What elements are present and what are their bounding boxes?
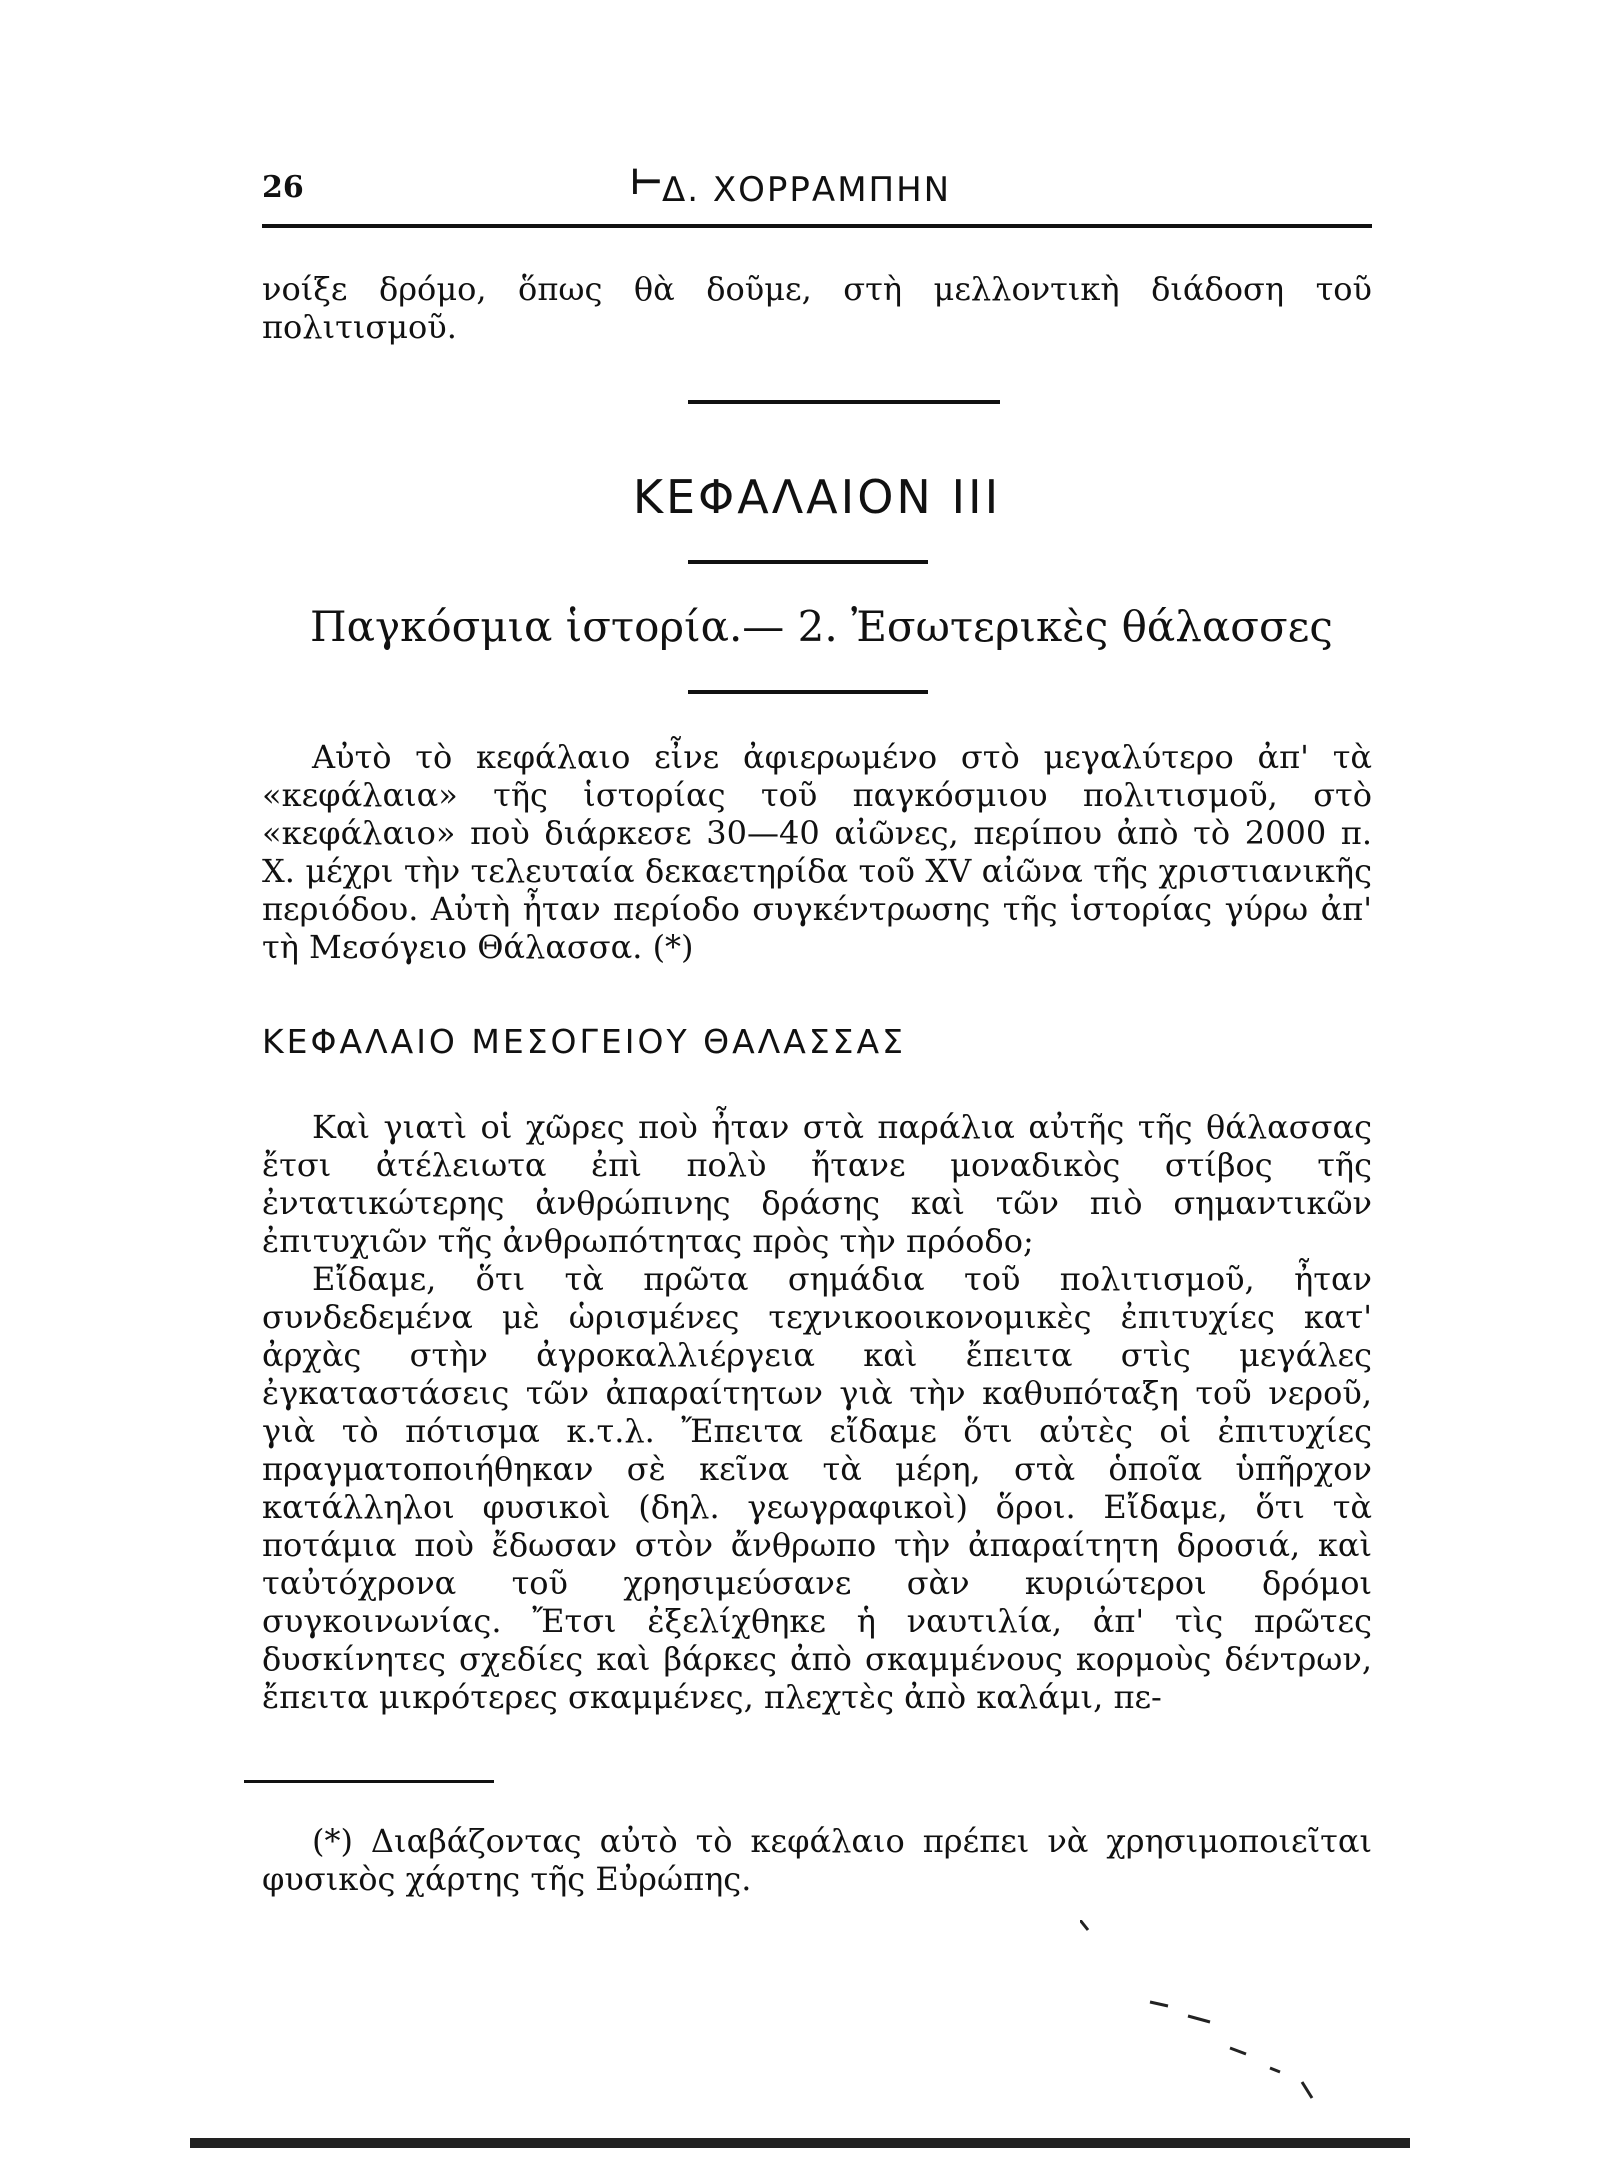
chapter-title: ΚΕΦΑΛΑΙΟΝ III: [632, 470, 1002, 524]
header-rule: [262, 224, 1372, 228]
chapter-title-rule: [688, 560, 928, 564]
footnote: (*) Διαβάζοντας αὐτὸ τὸ κεφάλαιο πρέπει νὰ χρησιμοποιεῖται φυσικὸς χάρτης τῆς Εὐρώπης.: [262, 1822, 1372, 1898]
page-header: [262, 162, 1372, 210]
header-mark: ⊢: [630, 162, 663, 203]
chapter-subtitle-rule: [688, 690, 928, 694]
body-paragraph: Εἴδαμε, ὅτι τὰ πρῶτα σημάδια τοῦ πολιτισμοῦ, ἦταν συνδεδεμένα μὲ ὡρισμένες τεχνικοοικονομικὲς ἐπιτυχίες κατ' ἀρχὰς στὴν ἀγροκαλλιέργεια καὶ ἔπειτα στὶς μεγάλες ἐγκαταστάσεις τῶν ἀπαραίτητων γιὰ τὴν καθυπόταξη τοῦ νεροῦ, γιὰ τὸ πότισμα κ.τ.λ. Ἔπειτα εἴδαμε ὅτι αὐτὲς οἱ ἐπιτυχίες πραγματοποιήθηκαν σὲ κεῖνα τὰ μέρη, στὰ ὁποῖα ὑπῆρχον κατάλληλοι φυσικοὶ (δηλ. γεωγραφικοὶ) ὅροι. Εἴδαμε, ὅτι τὰ ποτάμια ποὺ ἔδωσαν στὸν ἄνθρωπο τὴν ἀπαραίτητη δροσιά, καὶ ταὐτόχρονα τοῦ χρησιμεύσανε σὰν κυριώτεροι δρόμοι συγκοινωνίας. Ἔτσι ἐξελίχθηκε ἡ ναυτιλία, ἀπ' τὶς πρῶτες δυσκίνητες σχεδίες καὶ βάρκες ἀπὸ σκαμμένους κορμοὺς δέντρων, ἔπειτα μικρότερες σκαμμένες, πλεχτὲς ἀπὸ καλάμι, πε-: [262, 1260, 1372, 1716]
footnote-rule: [244, 1780, 494, 1783]
intro-paragraph: Αὐτὸ τὸ κεφάλαιο εἶνε ἀφιερωμένο στὸ μεγαλύτερο ἀπ' τὰ «κεφάλαια» τῆς ἱστορίας τοῦ παγκόσμιου πολιτισμοῦ, στὸ «κεφάλαιο» ποὺ διάρκεσε 30—40 αἰῶνες, περίπου ἀπὸ τὸ 2000 π. Χ. μέχρι τὴν τελευταία δεκαετηρίδα τοῦ XV αἰῶνα τῆς χριστιανικῆς περιόδου. Αὐτὴ ἦταν περίοδο συγκέντρωσης τῆς ἱστορίας γύρω ἀπ' τὴ Μεσόγειο Θάλασσα. (*): [262, 738, 1372, 966]
running-head-author: Δ. ΧΟΡΡΑΜΠΗΝ: [662, 170, 952, 210]
chapter-top-rule: [688, 400, 1000, 404]
carry-over-text: νοίξε δρόμο, ὅπως θὰ δοῦμε, στὴ μελλοντικὴ διάδοση τοῦ πολιτισμοῦ.: [262, 270, 1372, 346]
bottom-scan-edge: [190, 2138, 1410, 2148]
body-paragraph: Καὶ γιατὶ οἱ χῶρες ποὺ ἦταν στὰ παράλια αὐτῆς τῆς θάλασσας ἔτσι ἀτέλειωτα ἐπὶ πολὺ ἤτανε μοναδικὸς στίβος τῆς ἐντατικώτερης ἀνθρώπινης δράσης καὶ τῶν πιὸ σημαντικῶν ἐπιτυχιῶν τῆς ἀνθρωπότητας πρὸς τὴν πρόοδο;: [262, 1108, 1372, 1260]
scan-specks: [1080, 1920, 1340, 2120]
page-number: 26: [262, 170, 304, 205]
chapter-subtitle: Παγκόσμια ἱστορία.— 2. Ἐσωτερικὲς θάλασσες: [310, 602, 1333, 651]
section-heading: ΚΕΦΑΛΑΙΟ ΜΕΣΟΓΕΙΟΥ ΘΑΛΑΣΣΑΣ: [262, 1022, 906, 1061]
